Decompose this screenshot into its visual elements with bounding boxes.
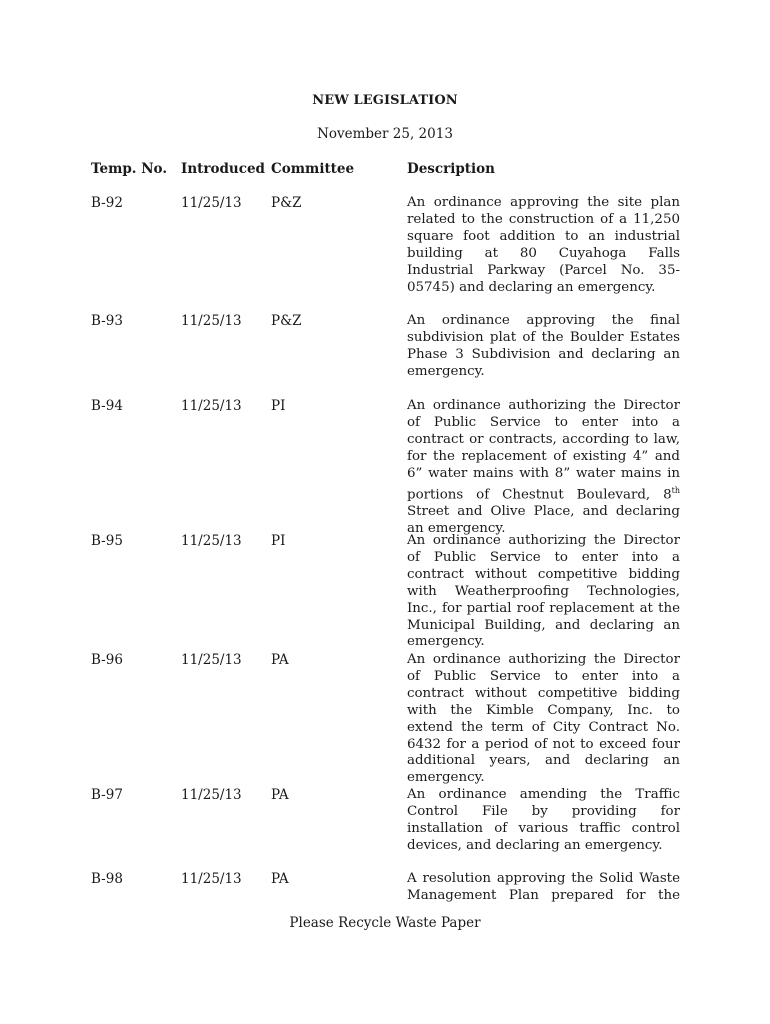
column-header-description: Description bbox=[407, 161, 495, 177]
document-date: November 25, 2013 bbox=[317, 126, 453, 142]
ordinal-superscript: th bbox=[671, 485, 680, 495]
description-cell: An ordinance authorizing the Director of Public Service to enter into a contract without competitive bidding with Weatherproofing Technologies, Inc., for partial roof replacement at the Municipal Building, and declaring an emergency. bbox=[407, 533, 680, 650]
introduced-cell: 11/25/13 bbox=[181, 195, 242, 211]
column-header-introduced: Introduced bbox=[181, 161, 265, 177]
committee-cell: PI bbox=[271, 533, 286, 549]
description-cell: An ordinance approving the site plan related to the construction of a 11,250 square foot addition to an industrial building at 80 Cuyahoga Falls Industrial Parkway (Parcel No. 35-05745) and declaring an emergency. bbox=[407, 195, 680, 295]
description-text: An ordinance authorizing the Director of Public Service to enter into a contract or contracts, according to law, for the replacement of existing 4” and 6” water mains with 8” water mains in portions of Chestnut Boulevard, 8 bbox=[407, 398, 680, 502]
description-text: Street and Olive Place, and declaring an emergency. bbox=[407, 503, 680, 536]
description-cell: An ordinance authorizing the Director of Public Service to enter into a contract without competitive bidding with the Kimble Company, Inc. to extend the term of City Contract No. 6432 for a period of not to exceed four additional years, and declaring an emergency. bbox=[407, 652, 680, 786]
description-cell: An ordinance approving the final subdivision plat of the Boulder Estates Phase 3 Subdivision and declaring an emergency. bbox=[407, 313, 680, 379]
page-footer: Please Recycle Waste Paper bbox=[289, 915, 481, 931]
introduced-cell: 11/25/13 bbox=[181, 398, 242, 414]
committee-cell: P&Z bbox=[271, 195, 302, 211]
column-header-temp-no: Temp. No. bbox=[91, 161, 168, 177]
introduced-cell: 11/25/13 bbox=[181, 871, 242, 887]
temp-no-cell: B-92 bbox=[91, 195, 123, 211]
description-cell: A resolution approving the Solid Waste Management Plan prepared for the bbox=[407, 871, 680, 903]
page-title: NEW LEGISLATION bbox=[312, 93, 458, 108]
committee-cell: PI bbox=[271, 398, 286, 414]
temp-no-cell: B-95 bbox=[91, 533, 123, 549]
committee-cell: PA bbox=[271, 652, 289, 668]
introduced-cell: 11/25/13 bbox=[181, 652, 242, 668]
committee-cell: PA bbox=[271, 787, 289, 803]
committee-cell: P&Z bbox=[271, 313, 302, 329]
introduced-cell: 11/25/13 bbox=[181, 313, 242, 329]
temp-no-cell: B-93 bbox=[91, 313, 123, 329]
introduced-cell: 11/25/13 bbox=[181, 533, 242, 549]
temp-no-cell: B-96 bbox=[91, 652, 123, 668]
column-header-committee: Committee bbox=[271, 161, 355, 177]
description-cell bbox=[407, 398, 680, 538]
committee-cell: PA bbox=[271, 871, 289, 887]
temp-no-cell: B-97 bbox=[91, 787, 123, 803]
introduced-cell: 11/25/13 bbox=[181, 787, 242, 803]
description-cell: An ordinance amending the Traffic Control File by providing for installation of various traffic control devices, and declaring an emergency. bbox=[407, 787, 680, 853]
temp-no-cell: B-94 bbox=[91, 398, 123, 414]
temp-no-cell: B-98 bbox=[91, 871, 123, 887]
